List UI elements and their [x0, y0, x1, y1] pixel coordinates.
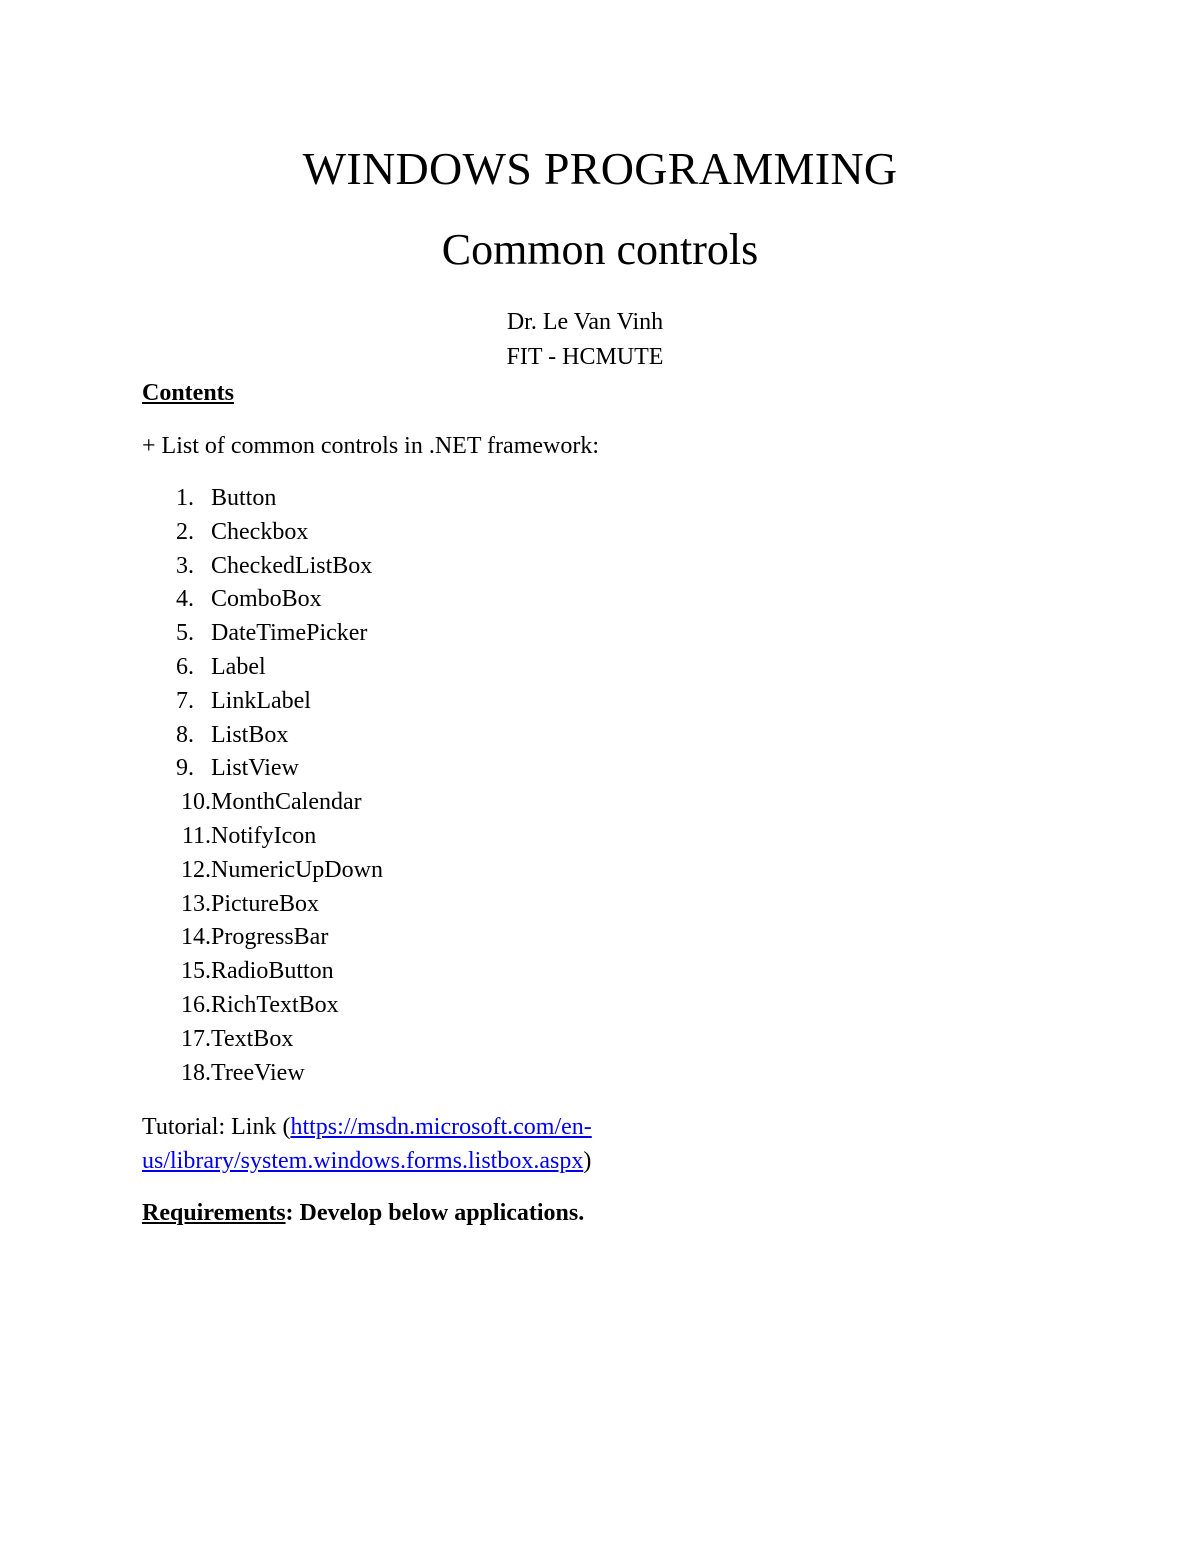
list-item [142, 517, 383, 551]
list-item [142, 618, 383, 652]
list-item-number: 15. [181, 958, 211, 985]
list-item-number: 5. [176, 620, 194, 647]
list-item-label: ProgressBar [211, 924, 329, 951]
list-item-number: 9. [176, 755, 194, 782]
list-item-label: NotifyIcon [211, 822, 317, 849]
list-item-label: Button [211, 485, 277, 511]
list-item-number: 12. [181, 856, 211, 883]
controls-intro: + List of common controls in .NET framework: [142, 433, 600, 459]
requirements-label: Requirements [142, 1200, 286, 1226]
list-item [142, 686, 383, 720]
list-item-number: 2. [176, 518, 194, 545]
list-item-number: 6. [176, 653, 194, 680]
requirements-paragraph [142, 1198, 584, 1228]
list-item [142, 551, 383, 585]
tutorial-suffix: ) [583, 1148, 592, 1174]
list-item-label: NumericUpDown [211, 856, 383, 883]
author-organization: FIT - HCMUTE [506, 344, 664, 370]
list-item-label: LinkLabel [211, 687, 311, 714]
controls-list [142, 483, 383, 1091]
list-item [142, 956, 383, 990]
list-item-number: 17. [181, 1025, 211, 1052]
list-item-number: 7. [176, 687, 194, 714]
list-item [142, 855, 383, 889]
list-item-label: ListView [211, 755, 299, 782]
list-item-label: RichTextBox [211, 991, 339, 1018]
list-item-label: TextBox [211, 1025, 294, 1052]
list-item-label: CheckedListBox [211, 552, 373, 579]
tutorial-prefix: Tutorial: Link ( [142, 1114, 291, 1140]
list-item-number: 11. [181, 822, 211, 849]
list-item [142, 753, 383, 787]
list-item-label: DateTimePicker [211, 620, 368, 647]
list-item-number: 1. [176, 485, 194, 511]
tutorial-link[interactable]: https://msdn.microsoft.com/en-us/library/system.windows.forms.listbox.aspx [142, 1114, 592, 1174]
list-item [142, 584, 383, 618]
list-item-label: Checkbox [211, 518, 309, 545]
author-name: Dr. Le Van Vinh [506, 309, 664, 335]
list-item [142, 652, 383, 686]
list-item [142, 483, 383, 517]
list-item-number: 10. [181, 789, 211, 816]
list-item-number: 18. [181, 1059, 211, 1086]
requirements-text: Develop below applications. [293, 1200, 585, 1226]
requirements-colon: : [285, 1200, 294, 1226]
list-item-number: 13. [181, 890, 211, 917]
document-subtitle: Common controls [441, 225, 759, 274]
list-item-label: ComboBox [211, 586, 322, 613]
list-item [142, 720, 383, 754]
list-item [142, 821, 383, 855]
list-item-number: 3. [176, 552, 194, 579]
list-item [142, 787, 383, 821]
list-item [142, 990, 383, 1024]
list-item-label: TreeView [211, 1059, 305, 1086]
tutorial-paragraph [142, 1110, 642, 1178]
list-item-number: 4. [176, 586, 194, 613]
list-item-number: 14. [181, 924, 211, 951]
list-item-label: Label [211, 653, 266, 680]
list-item [142, 1024, 383, 1058]
list-item-number: 16. [181, 991, 211, 1018]
list-item-label: PictureBox [211, 890, 319, 917]
list-item-number: 8. [176, 721, 194, 748]
list-item-label: MonthCalendar [211, 789, 362, 816]
list-item [142, 1058, 383, 1092]
list-item [142, 889, 383, 923]
list-item [142, 922, 383, 956]
document-title: WINDOWS PROGRAMMING [302, 143, 898, 194]
list-item-label: ListBox [211, 721, 289, 748]
contents-heading: Contents [142, 380, 235, 406]
list-item-label: RadioButton [211, 958, 334, 985]
